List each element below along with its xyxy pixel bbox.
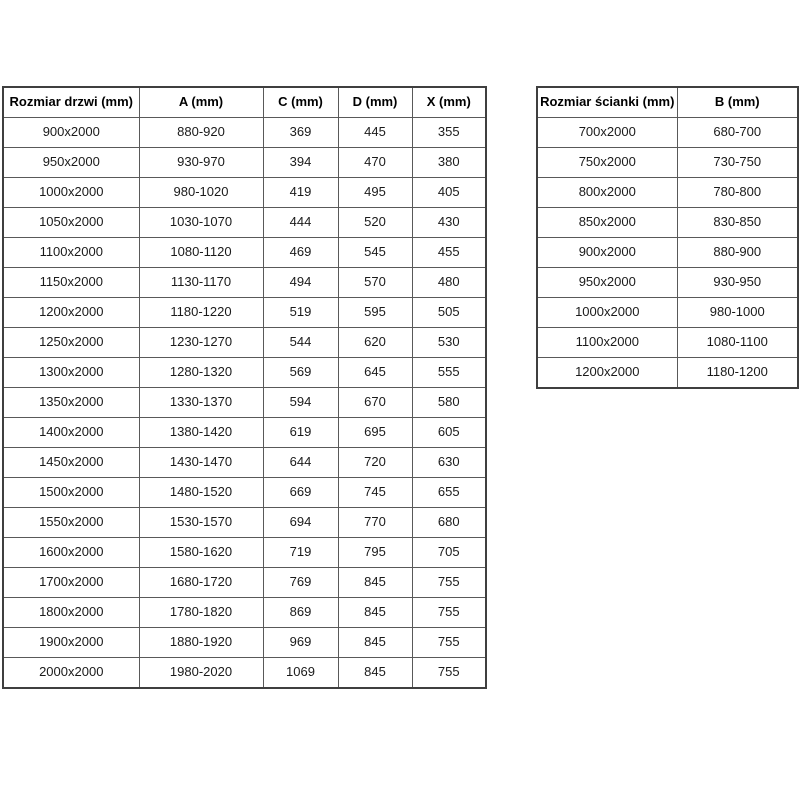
table-cell: 619 [263,418,338,448]
table-cell: 980-1000 [677,298,798,328]
table-cell: 580 [412,388,486,418]
table-cell: 680-700 [677,118,798,148]
table-cell: 930-950 [677,268,798,298]
table-cell: 519 [263,298,338,328]
table-cell: 1200x2000 [537,358,677,389]
table-cell: 1880-1920 [139,628,263,658]
table-row [537,208,798,238]
table-cell: 544 [263,328,338,358]
table-row [537,178,798,208]
door-table-header-row [3,87,486,118]
column-header: Rozmiar drzwi (mm) [3,87,139,118]
table-cell: 1480-1520 [139,478,263,508]
table-cell: 594 [263,388,338,418]
table-cell: 595 [338,298,412,328]
table-cell: 630 [412,448,486,478]
table-cell: 1100x2000 [3,238,139,268]
table-cell: 1280-1320 [139,358,263,388]
table-row [537,148,798,178]
table-cell: 694 [263,508,338,538]
table-cell: 655 [412,478,486,508]
table-cell: 355 [412,118,486,148]
door-sizes-table [2,86,487,689]
table-cell: 1130-1170 [139,268,263,298]
column-header: A (mm) [139,87,263,118]
table-cell: 1150x2000 [3,268,139,298]
table-row [537,118,798,148]
table-cell: 769 [263,568,338,598]
table-cell: 545 [338,238,412,268]
table-row [537,238,798,268]
table-cell: 520 [338,208,412,238]
table-cell: 845 [338,568,412,598]
table-cell: 1800x2000 [3,598,139,628]
table-cell: 969 [263,628,338,658]
table-cell: 900x2000 [3,118,139,148]
table-cell: 505 [412,298,486,328]
table-cell: 669 [263,478,338,508]
table-cell: 1900x2000 [3,628,139,658]
table-cell: 755 [412,598,486,628]
table-cell: 1700x2000 [3,568,139,598]
table-cell: 569 [263,358,338,388]
table-cell: 850x2000 [537,208,677,238]
table-cell: 780-800 [677,178,798,208]
table-cell: 830-850 [677,208,798,238]
table-cell: 1000x2000 [3,178,139,208]
table-row [537,358,798,389]
table-cell: 700x2000 [537,118,677,148]
column-header: C (mm) [263,87,338,118]
table-cell: 845 [338,658,412,689]
table-row [3,298,486,328]
table-cell: 770 [338,508,412,538]
column-header: B (mm) [677,87,798,118]
table-cell: 430 [412,208,486,238]
table-row [3,508,486,538]
table-cell: 1550x2000 [3,508,139,538]
table-cell: 1250x2000 [3,328,139,358]
table-cell: 1380-1420 [139,418,263,448]
table-cell: 1780-1820 [139,598,263,628]
table-cell: 1000x2000 [537,298,677,328]
table-cell: 380 [412,148,486,178]
table-row [3,268,486,298]
table-cell: 530 [412,328,486,358]
table-cell: 755 [412,628,486,658]
table-cell: 1400x2000 [3,418,139,448]
table-cell: 980-1020 [139,178,263,208]
table-cell: 1030-1070 [139,208,263,238]
wall-sizes-table [536,86,799,389]
table-cell: 900x2000 [537,238,677,268]
table-cell: 605 [412,418,486,448]
table-cell: 800x2000 [537,178,677,208]
table-cell: 880-900 [677,238,798,268]
table-row [3,418,486,448]
table-cell: 1500x2000 [3,478,139,508]
table-row [3,328,486,358]
table-cell: 1300x2000 [3,358,139,388]
table-cell: 695 [338,418,412,448]
table-cell: 470 [338,148,412,178]
table-cell: 670 [338,388,412,418]
table-cell: 1230-1270 [139,328,263,358]
wall-table-header-row [537,87,798,118]
table-row [537,298,798,328]
table-cell: 1100x2000 [537,328,677,358]
table-cell: 645 [338,358,412,388]
table-cell: 1050x2000 [3,208,139,238]
table-cell: 455 [412,238,486,268]
table-cell: 1430-1470 [139,448,263,478]
table-cell: 369 [263,118,338,148]
table-cell: 405 [412,178,486,208]
table-cell: 950x2000 [3,148,139,178]
table-cell: 1330-1370 [139,388,263,418]
table-cell: 1580-1620 [139,538,263,568]
table-cell: 745 [338,478,412,508]
table-cell: 1450x2000 [3,448,139,478]
table-row [3,478,486,508]
table-cell: 755 [412,658,486,689]
table-cell: 795 [338,538,412,568]
table-row [537,328,798,358]
table-cell: 1080-1120 [139,238,263,268]
table-cell: 570 [338,268,412,298]
table-cell: 1530-1570 [139,508,263,538]
table-cell: 445 [338,118,412,148]
table-cell: 419 [263,178,338,208]
table-cell: 469 [263,238,338,268]
column-header: D (mm) [338,87,412,118]
table-row [3,388,486,418]
table-cell: 705 [412,538,486,568]
table-row [3,118,486,148]
table-cell: 730-750 [677,148,798,178]
table-cell: 1080-1100 [677,328,798,358]
table-cell: 480 [412,268,486,298]
table-row [3,658,486,689]
table-cell: 680 [412,508,486,538]
table-cell: 845 [338,628,412,658]
table-row [3,538,486,568]
table-cell: 495 [338,178,412,208]
table-cell: 1069 [263,658,338,689]
table-cell: 2000x2000 [3,658,139,689]
column-header: X (mm) [412,87,486,118]
table-row [3,598,486,628]
table-cell: 1680-1720 [139,568,263,598]
table-cell: 644 [263,448,338,478]
table-cell: 444 [263,208,338,238]
table-cell: 1350x2000 [3,388,139,418]
table-cell: 869 [263,598,338,628]
table-row [3,148,486,178]
table-cell: 755 [412,568,486,598]
table-row [3,448,486,478]
table-cell: 845 [338,598,412,628]
table-cell: 720 [338,448,412,478]
table-cell: 394 [263,148,338,178]
table-row [537,268,798,298]
table-row [3,208,486,238]
table-row [3,238,486,268]
table-cell: 950x2000 [537,268,677,298]
table-cell: 620 [338,328,412,358]
table-cell: 719 [263,538,338,568]
table-cell: 1200x2000 [3,298,139,328]
table-row [3,178,486,208]
table-cell: 1600x2000 [3,538,139,568]
table-cell: 555 [412,358,486,388]
table-cell: 930-970 [139,148,263,178]
column-header: Rozmiar ścianki (mm) [537,87,677,118]
table-cell: 1180-1220 [139,298,263,328]
table-row [3,358,486,388]
table-row [3,568,486,598]
table-cell: 1180-1200 [677,358,798,389]
table-cell: 880-920 [139,118,263,148]
table-cell: 494 [263,268,338,298]
table-cell: 750x2000 [537,148,677,178]
table-cell: 1980-2020 [139,658,263,689]
table-row [3,628,486,658]
